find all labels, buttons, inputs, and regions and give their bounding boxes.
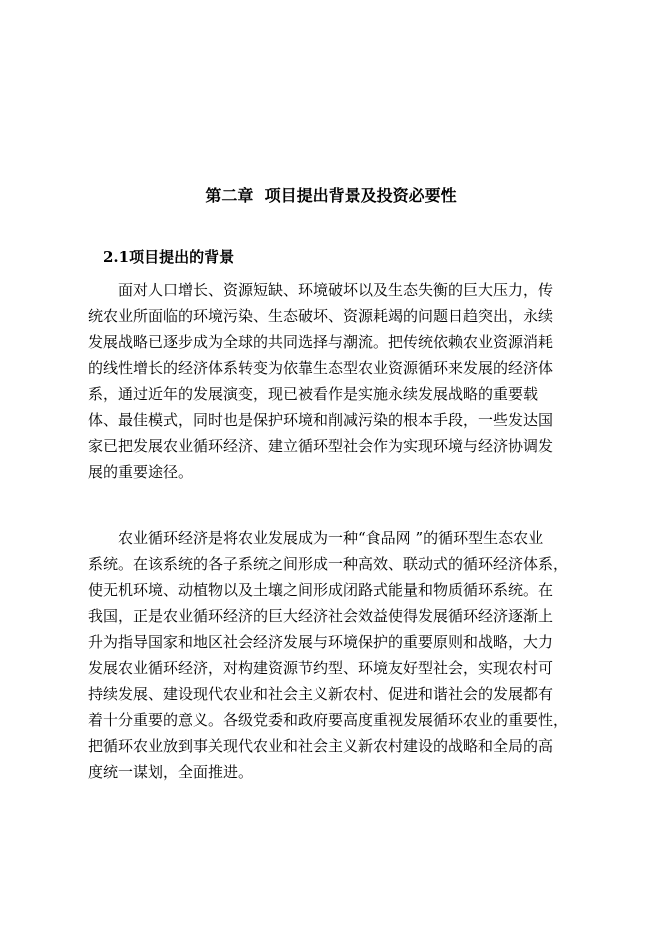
paragraph-line: 着十分重要的意义。各级党委和政府要高度重视发展循环农业的重要性， xyxy=(88,711,569,729)
paragraph-line: 面对人口增长、资源短缺、环境破坏以及生态失衡的巨大压力，传 xyxy=(118,281,554,299)
paragraph-1 xyxy=(88,277,588,485)
paragraph-line: 把循环农业放到事关现代农业和社会主义新农村建设的战略和全局的高 xyxy=(88,737,554,755)
paragraph-line: 展的重要途径。 xyxy=(88,463,194,481)
chapter-title: 第二章 项目提出背景及投资必要性 xyxy=(205,186,457,205)
paragraph-2 xyxy=(88,525,588,785)
paragraph-line: 使无机环境、动植物以及土壤之间形成闭路式能量和物质循环系统。在 xyxy=(88,581,554,599)
paragraph-line: 发展战略已逐步成为全球的共同选择与潮流。把传统依赖农业资源消耗 xyxy=(88,333,554,351)
paragraph-line: 统农业所面临的环境污染、生态破坏、资源耗竭的问题日趋突出，永续 xyxy=(88,307,554,325)
section-title: 2.1项目提出的背景 xyxy=(103,248,235,266)
paragraph-line: 系统。在该系统的各子系统之间形成一种高效、联动式的循环经济体系， xyxy=(88,555,569,573)
paragraph-line: 我国，正是农业循环经济的巨大经济社会效益使得发展循环经济逐渐上 xyxy=(88,607,554,625)
paragraph-line: 体、最佳模式，同时也是保护环境和削减污染的根本手段，一些发达国 xyxy=(88,411,554,429)
paragraph-line: 持续发展、建设现代农业和社会主义新农村、促进和谐社会的发展都有 xyxy=(88,685,554,703)
paragraph-line: 家已把发展农业循环经济、建立循环型社会作为实现环境与经济协调发 xyxy=(88,437,554,455)
paragraph-line: 发展农业循环经济，对构建资源节约型、环境友好型社会，实现农村可 xyxy=(88,659,554,677)
paragraph-line: 农业循环经济是将农业发展成为一种“食品网 ”的循环型生态农业 xyxy=(118,529,544,547)
paragraph-line: 的线性增长的经济体系转变为依靠生态型农业资源循环来发展的经济体 xyxy=(88,359,554,377)
paragraph-line: 升为指导国家和地区社会经济发展与环境保护的重要原则和战略，大力 xyxy=(88,633,554,651)
paragraph-line: 系，通过近年的发展演变，现已被看作是实施永续发展战略的重要载 xyxy=(88,385,539,403)
paragraph-line: 度统一谋划，全面推进。 xyxy=(88,763,254,781)
